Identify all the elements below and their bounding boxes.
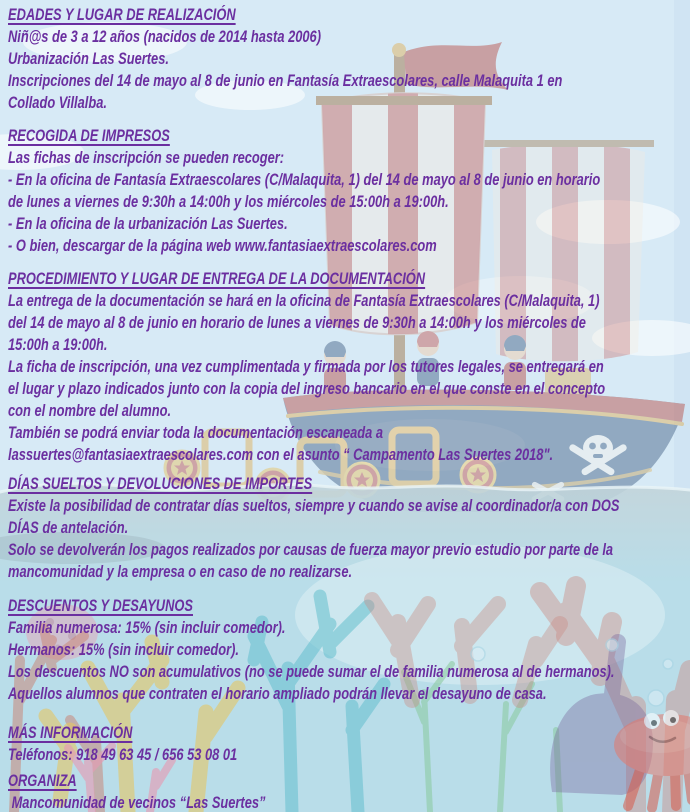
text-line: 15:00h a 19:00h. — [8, 336, 108, 354]
text-line: Existe la posibilidad de contratar días sueltos, siempre y cuando se avise al coordinador/a con DOS — [8, 497, 620, 515]
section-descuentos — [8, 595, 690, 705]
section-organiza — [8, 770, 690, 812]
text-line: La ficha de inscripción, una vez cumplimentada y firmada por los tutores legales, se entregará en — [8, 358, 604, 376]
section-edades — [8, 4, 690, 114]
text-line: Collado Villalba. — [8, 94, 107, 112]
section-heading: EDADES Y LUGAR DE REALIZACIÓN — [8, 6, 236, 24]
text-line: el lugar y plazo indicados junto con la copia del ingreso bancario en el que conste en el concepto — [8, 380, 606, 398]
text-line: También se podrá enviar toda la documentación escaneada a — [8, 424, 384, 442]
text-line: del 14 de mayo al 8 de junio en horario de lunes a viernes de 9:30h a 14:00h y los miércoles de — [8, 314, 586, 332]
text-line: Teléfonos: 918 49 63 45 / 656 53 08 01 — [8, 746, 238, 764]
section-procedimiento — [8, 268, 690, 466]
section-heading: DÍAS SUELTOS Y DEVOLUCIONES DE IMPORTES — [8, 475, 313, 493]
text-line: Inscripciones del 14 de mayo al 8 de junio en Fantasía Extraescolares, calle Malaquita 1 en — [8, 72, 563, 90]
text-line: Niñ@s de 3 a 12 años (nacidos de 2014 hasta 2006) — [8, 28, 321, 46]
text-line: Solo se devolverán los pagos realizados por causas de fuerza mayor previo estudio por parte de la — [8, 541, 614, 559]
section-heading: DESCUENTOS Y DESAYUNOS — [8, 597, 193, 615]
text-line: Familia numerosa: 15% (sin incluir comedor). — [8, 619, 286, 637]
text-line: mancomunidad y la empresa o en caso de no realizarse. — [8, 563, 353, 581]
section-recogida — [8, 125, 690, 257]
text-line: Urbanización Las Suertes. — [8, 50, 169, 68]
text-line: - O bien, descargar de la página web www.fantasiaextraescolares.com — [8, 237, 437, 255]
text-line: Los descuentos NO son acumulativos (no se puede sumar el de familia numerosa al de hermanos). — [8, 663, 615, 681]
text-line: lassuertes@fantasiaextraescolares.com con el asunto “ Campamento Las Suertes 2018". — [8, 446, 554, 464]
text-line: DÍAS de antelación. — [8, 519, 129, 537]
section-mas-informacion — [8, 722, 690, 766]
text-line: - En la oficina de la urbanización Las Suertes. — [8, 215, 288, 233]
section-heading: ORGANIZA — [8, 772, 77, 790]
text-line: La entrega de la documentación se hará en la oficina de Fantasía Extraescolares (C/Malaquita, 1) — [8, 292, 600, 310]
text-line: de lunes a viernes de 9:30h a 14:00h y los miércoles de 15:00h a 19:00h. — [8, 193, 449, 211]
text-line: Las fichas de inscripción se pueden recoger: — [8, 149, 285, 167]
section-heading: MÁS INFORMACIÓN — [8, 724, 133, 742]
text-line: Mancomunidad de vecinos “Las Suertes” — [8, 794, 266, 812]
text-line: - En la oficina de Fantasía Extraescolares (C/Malaquita, 1) del 14 de mayo al 8 de junio en horario — [8, 171, 601, 189]
text-line: Hermanos: 15% (sin incluir comedor). — [8, 641, 240, 659]
section-heading: RECOGIDA DE IMPRESOS — [8, 127, 170, 145]
text-line: Aquellos alumnos que contraten el horario ampliado podrán llevar el desayuno de casa. — [8, 685, 547, 703]
text-line: con el nombre del alumno. — [8, 402, 172, 420]
section-heading: PROCEDIMIENTO Y LUGAR DE ENTREGA DE LA DOCUMENTACIÓN — [8, 270, 426, 288]
section-dias-sueltos — [8, 473, 690, 583]
